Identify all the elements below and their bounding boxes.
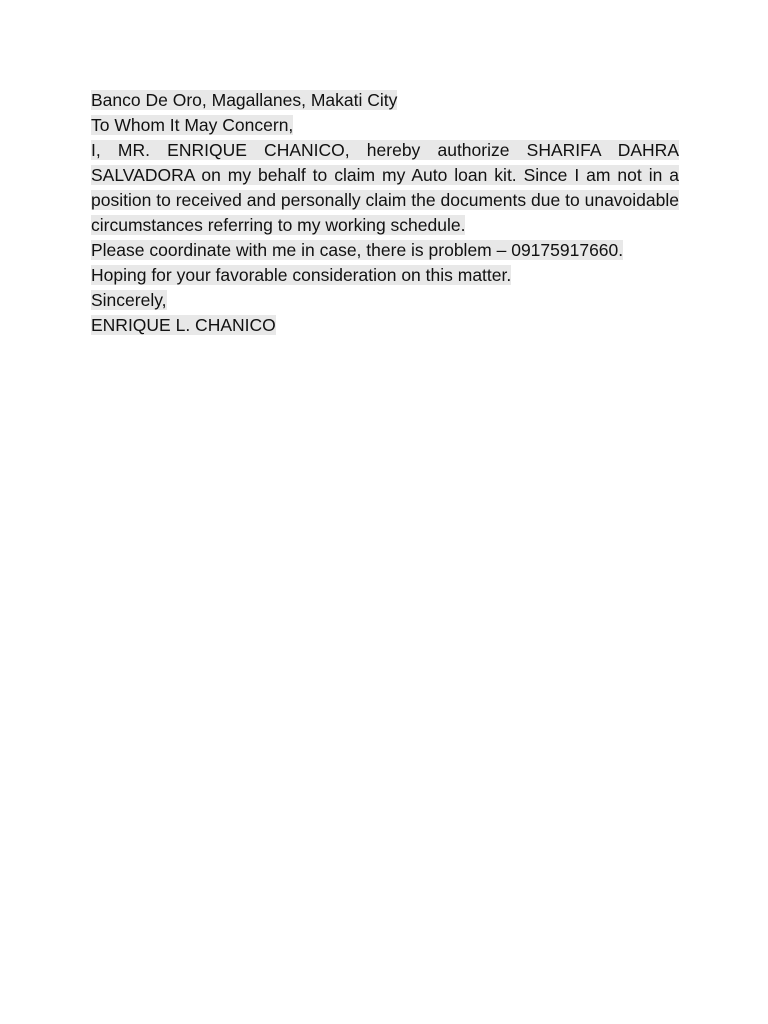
letter-body-paragraph bbox=[91, 138, 679, 238]
signature-name-text: ENRIQUE L. CHANICO bbox=[91, 315, 276, 335]
recipient-text: Banco De Oro, Magallanes, Makati City bbox=[91, 90, 398, 110]
letter-contact-paragraph bbox=[91, 238, 679, 263]
authorization-letter bbox=[91, 88, 679, 338]
letter-consideration-paragraph bbox=[91, 263, 679, 288]
closing-text: Sincerely, bbox=[91, 290, 167, 310]
letter-salutation bbox=[91, 113, 679, 138]
salutation-text: To Whom It May Concern, bbox=[91, 115, 294, 135]
contact-text: Please coordinate with me in case, there is problem – 09175917660. bbox=[91, 240, 624, 260]
letter-signature-name bbox=[91, 313, 679, 338]
consideration-text: Hoping for your favorable consideration on this matter. bbox=[91, 265, 512, 285]
body-text: I, MR. ENRIQUE CHANICO, hereby authorize SHARIFA DAHRA SALVADORA on my behalf to claim my Auto loan kit. Since I am not in a position to received and personally claim the documents due to unavoidable circumstances referring to my working schedule. bbox=[91, 140, 679, 235]
letter-recipient bbox=[91, 88, 679, 113]
letter-closing bbox=[91, 288, 679, 313]
